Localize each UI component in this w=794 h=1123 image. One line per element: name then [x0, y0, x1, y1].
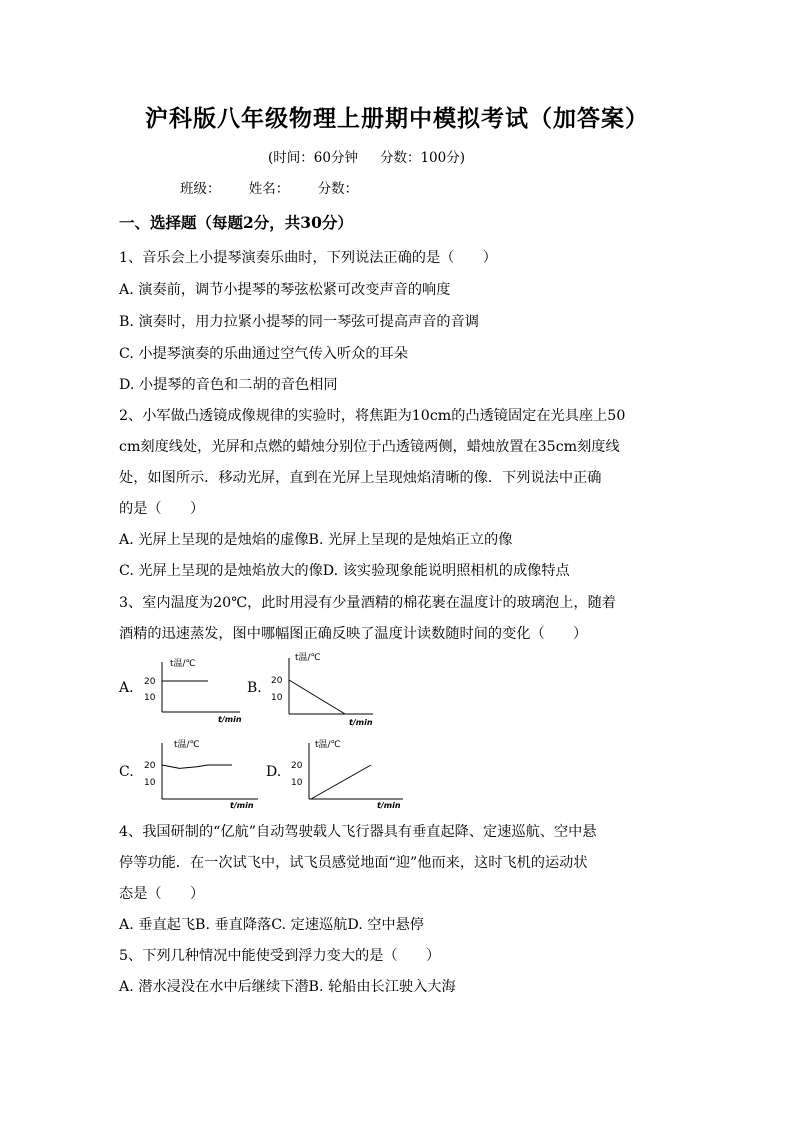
chart-b-curve: [289, 680, 345, 714]
chart-c: [140, 735, 265, 809]
question-4-line-3: 态是（ ）: [119, 886, 205, 902]
chart-c-tick-20: 20: [144, 761, 156, 771]
question-3-line-1: 3、室内温度为20℃，此时用浸有少量酒精的棉花裹在温度计的玻璃泡上，随着: [119, 595, 616, 611]
class-field: 班级：: [180, 181, 221, 197]
chart-b-tick-10: 10: [271, 693, 283, 703]
chart-b-xlabel: t/min: [349, 718, 373, 727]
q2-options-ab: A. 光屏上呈现的是烛焰的虚像B. 光屏上呈现的是烛焰正立的像: [119, 532, 513, 548]
q1-option-a: A. 演奏前，调节小提琴的琴弦松紧可改变声音的响度: [119, 282, 451, 298]
q1-option-c: C. 小提琴演奏的乐曲通过空气传入听众的耳朵: [119, 346, 408, 362]
chart-d-tick-10: 10: [291, 778, 303, 788]
chart-d-tick-20: 20: [291, 761, 303, 771]
chart-a-tick-20: 20: [144, 677, 156, 687]
q5-options-ab: A. 潜水浸没在水中后继续下潜B. 轮船由长江驶入大海: [119, 979, 456, 995]
chart-d-xlabel: t/min: [377, 801, 401, 809]
section-heading: 一、选择题（每题2分，共30分）: [119, 213, 353, 232]
student-info: [180, 177, 382, 197]
chart-d-curve: [311, 765, 371, 799]
question-4-line-2: 停等功能．在一次试飞中，试飞员感觉地面“迎”他而来，这时飞机的运动状: [119, 855, 588, 871]
chart-c-label: C.: [119, 764, 134, 780]
chart-c-curve: [162, 765, 232, 768]
chart-c-xlabel: t/min: [230, 801, 254, 809]
name-field: 姓名：: [248, 181, 290, 197]
chart-b: [265, 648, 380, 732]
exam-time: (时间：60分钟: [268, 150, 358, 166]
q1-option-d: D. 小提琴的音色和二胡的音色相同: [119, 377, 338, 393]
q2-options-cd: C. 光屏上呈现的是烛焰放大的像D. 该实验现象能说明照相机的成像特点: [119, 563, 570, 579]
chart-a-label: A.: [119, 680, 134, 696]
q4-options: A. 垂直起飞B. 垂直降落C. 定速巡航D. 空中悬停: [119, 917, 424, 933]
chart-a-ylabel: t温/℃: [170, 659, 196, 669]
chart-a-xlabel: t/min: [218, 715, 242, 724]
question-2-line-3: 处，如图所示．移动光屏，直到在光屏上呈现烛焰清晰的像．下列说法中正确: [119, 470, 602, 486]
chart-b-ylabel: t温/℃: [295, 653, 321, 663]
chart-b-label: B.: [247, 680, 262, 696]
chart-b-tick-20: 20: [271, 676, 283, 686]
q1-option-b: B. 演奏时，用力拉紧小提琴的同一琴弦可提高声音的音调: [119, 314, 479, 330]
score-field: 分数：: [317, 181, 359, 197]
question-4-line-1: 4、我国研制的“亿航”自动驾驶载人飞行器具有垂直起降、定速巡航、空中悬: [119, 824, 597, 840]
chart-c-tick-10: 10: [144, 778, 156, 788]
question-1: 1、音乐会上小提琴演奏乐曲时，下列说法正确的是（ ）: [119, 250, 497, 266]
page-title: 沪科版八年级物理上册期中模拟考试（加答案）: [145, 105, 649, 132]
chart-d: [285, 735, 410, 809]
question-3-line-2: 酒精的迅速蒸发，图中哪幅图正确反映了温度计读数随时间的变化（ ）: [119, 626, 588, 642]
chart-a-tick-10: 10: [144, 693, 156, 703]
chart-d-label: D.: [266, 764, 282, 780]
chart-a: [140, 652, 250, 726]
exam-score: 分数：100分): [379, 150, 465, 166]
question-2-line-1: 2、小军做凸透镜成像规律的实验时，将焦距为10cm的凸透镜固定在光具座上50: [119, 408, 626, 424]
question-5: 5、下列几种情况中能使受到浮力变大的是（ ）: [119, 948, 441, 964]
chart-c-ylabel: t温/℃: [174, 740, 200, 750]
exam-meta: [268, 146, 465, 166]
question-2-line-2: cm刻度线处，光屏和点燃的蜡烛分别位于凸透镜两侧，蜡烛放置在35cm刻度线: [119, 439, 620, 455]
question-2-line-4: 的是（ ）: [119, 501, 205, 517]
chart-d-ylabel: t温/℃: [315, 740, 341, 750]
